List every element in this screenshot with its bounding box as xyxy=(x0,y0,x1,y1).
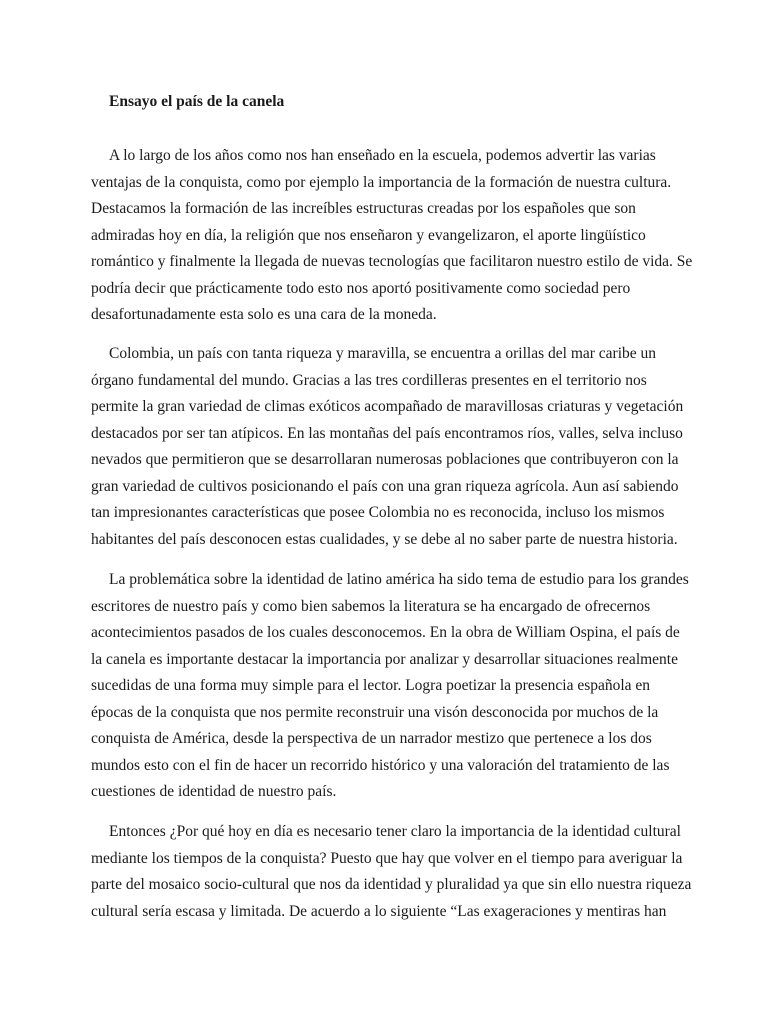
paragraph-line: cultural sería escasa y limitada. De acuerdo a lo siguiente “Las exageraciones y mentiras han xyxy=(91,902,667,920)
paragraph-line: La problemática sobre la identidad de latino américa ha sido tema de estudio para los grandes xyxy=(109,571,689,588)
paragraph-line: ventajas de la conquista, como por ejemplo la importancia de la formación de nuestra cultura. xyxy=(91,173,672,191)
paragraph-line: mediante los tiempos de la conquista? Puesto que hay que volver en el tiempo para averiguar la xyxy=(91,849,683,867)
paragraph-line: desafortunadamente esta solo es una cara de la moneda. xyxy=(91,306,437,323)
paragraph-line: nevados que permitieron que se desarrollaran numerosas poblaciones que contribuyeron con la xyxy=(91,451,679,468)
paragraph-line: gran variedad de cultivos posicionando el país con una gran riqueza agrícola. Aun así sabiendo xyxy=(91,477,679,495)
paragraph-line: conquista de América, desde la perspectiva de un narrador mestizo que pertenece a los dos xyxy=(91,730,652,747)
paragraph-line: destacados por ser tan atípicos. En las montañas del país encontramos ríos, valles, selva incluso xyxy=(91,424,683,442)
paragraph-line: mundos esto con el fin de hacer un recorrido histórico y una valoración del tratamiento de las xyxy=(91,756,670,774)
paragraph-line: épocas de la conquista que nos permite reconstruir una visón desconocida por muchos de la xyxy=(91,703,659,721)
paragraph-line: escritores de nuestro país y como bien sabemos la literatura se ha encargado de ofrecernos xyxy=(91,597,651,615)
paragraph-line: podría decir que prácticamente todo esto nos aportó positivamente como sociedad pero xyxy=(91,279,631,297)
paragraph-line: sucedidas de una forma muy simple para el lector. Logra poetizar la presencia española en xyxy=(91,677,651,694)
paragraph-line: habitantes del país desconocen estas cualidades, y se debe al no saber parte de nuestra historia. xyxy=(91,530,678,548)
paragraph-line: cuestiones de identidad de nuestro país. xyxy=(91,783,337,800)
paragraph-line: admiradas hoy en día, la religión que nos enseñaron y evangelizaron, el aporte lingüístico xyxy=(91,226,646,244)
paragraph-line: Destacamos la formación de las increíbles estructuras creadas por los españoles que son xyxy=(91,200,636,217)
paragraph-line: A lo largo de los años como nos han enseñado en la escuela, podemos advertir las varias xyxy=(109,147,656,164)
paragraph-line: permite la gran variedad de climas exóticos acompañado de maravillosas criaturas y vegetación xyxy=(91,398,684,415)
paragraph-line: Colombia, un país con tanta riqueza y maravilla, se encuentra a orillas del mar caribe un xyxy=(109,345,657,362)
paragraph-line: Entonces ¿Por qué hoy en día es necesario tener claro la importancia de la identidad cultural xyxy=(109,823,681,840)
paragraph-line: órgano fundamental del mundo. Gracias a las tres cordilleras presentes en el territorio nos xyxy=(91,371,647,389)
paragraph-line: parte del mosaico socio-cultural que nos da identidad y pluralidad ya que sin ello nuestra riqueza xyxy=(91,876,692,893)
paragraph-line: la canela es importante destacar la importancia por analizar y desarrollar situaciones realmente xyxy=(91,650,678,668)
paragraph-line: tan impresionantes características que posee Colombia no es reconocida, incluso los mismos xyxy=(91,504,665,521)
paragraph-line: acontecimientos pasados de los cuales desconocemos. En la obra de William Ospina, el país de xyxy=(91,624,680,641)
document-title: Ensayo el país de la canela xyxy=(109,93,285,110)
paragraph-line: romántico y finalmente la llegada de nuevas tecnologías que facilitaron nuestro estilo de vida. Se xyxy=(91,253,693,270)
